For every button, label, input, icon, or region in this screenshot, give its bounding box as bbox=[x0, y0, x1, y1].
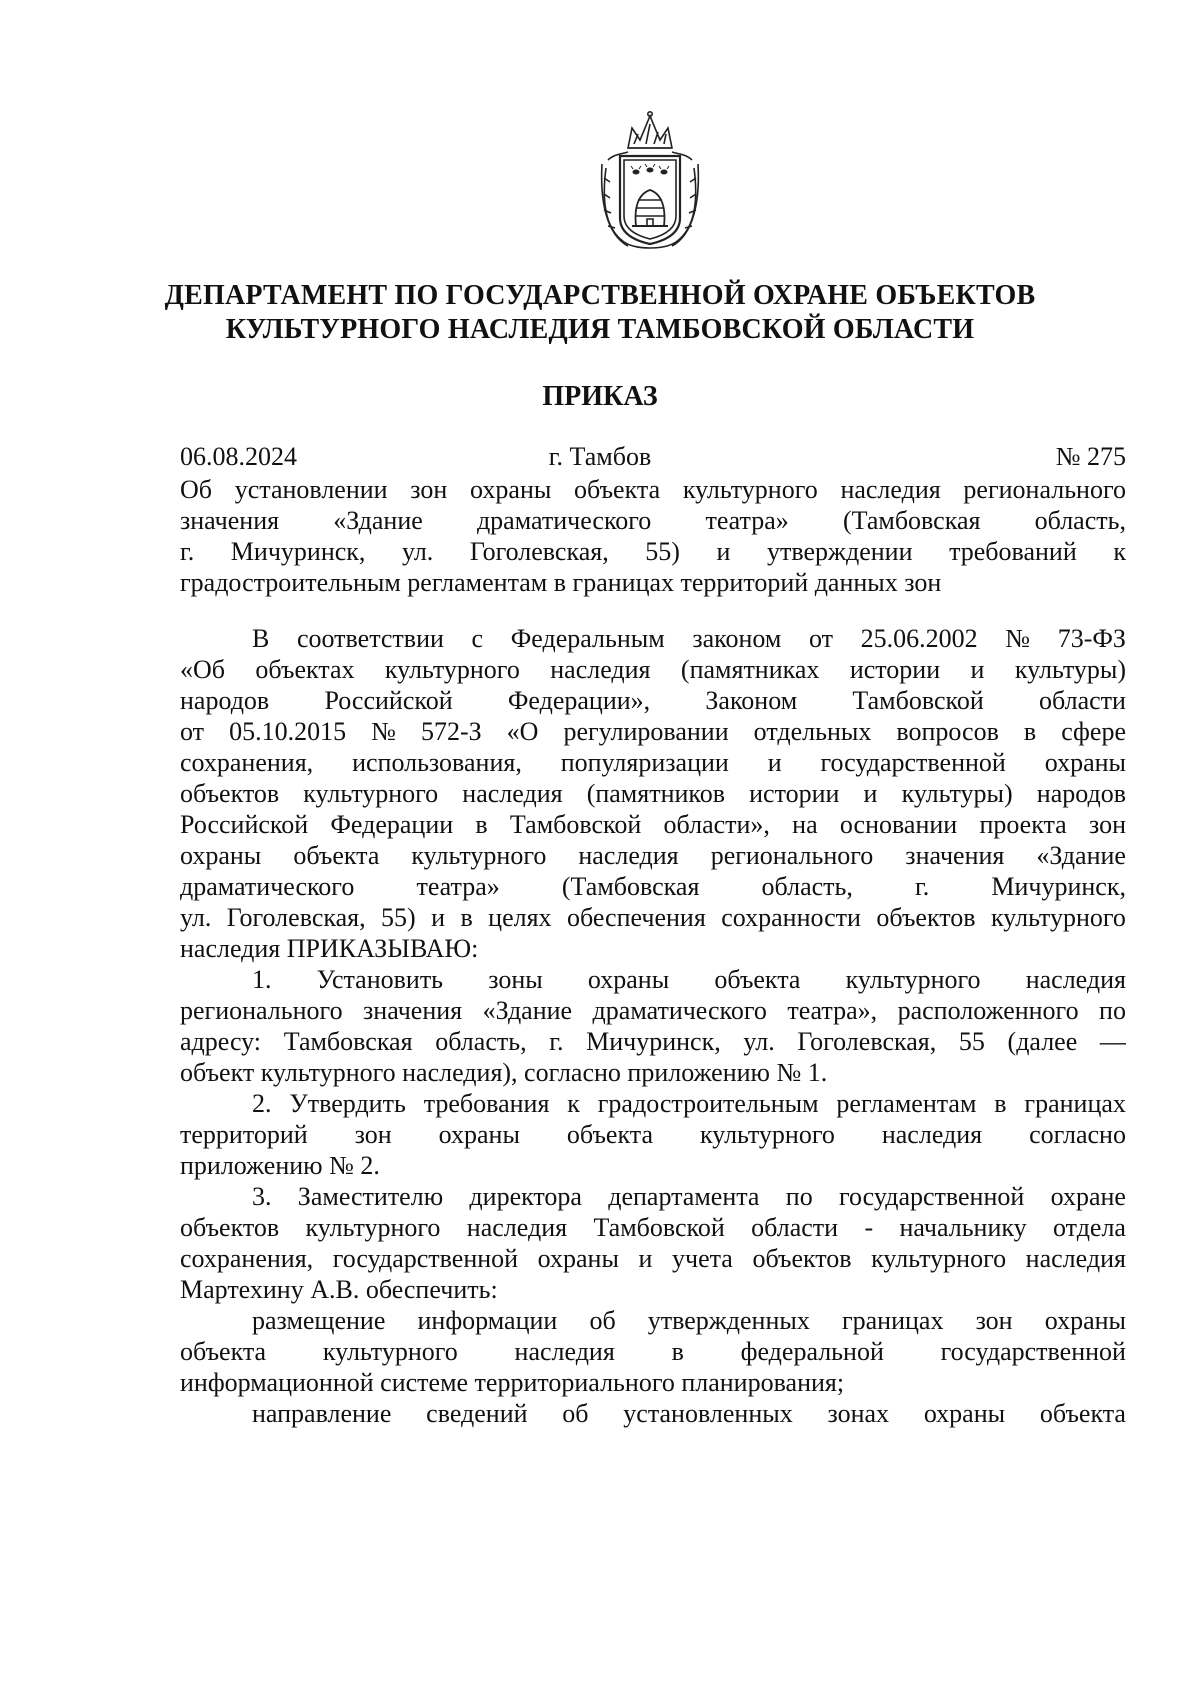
order-subject-line: градостроительным регламентам в границах территорий данных зон bbox=[180, 568, 942, 597]
department-name-line-2: КУЛЬТУРНОГО НАСЛЕДИЯ ТАМБОВСКОЙ ОБЛАСТИ bbox=[225, 314, 975, 345]
body-line: «Об объектах культурного наследия (памятниках истории и культуры) bbox=[180, 655, 1126, 684]
body-line: ул. Гоголевская, 55) и в целях обеспечения сохранности объектов культурного bbox=[180, 903, 1126, 932]
body-line: объекта культурного наследия в федеральной государственной bbox=[180, 1337, 1126, 1366]
order-date: 06.08.2024 bbox=[180, 442, 297, 471]
order-subject-line: значения «Здание драматического театра» (Тамбовская область, bbox=[180, 506, 1126, 535]
body-line: приложению № 2. bbox=[180, 1151, 380, 1180]
body-line: наследия ПРИКАЗЫВАЮ: bbox=[180, 934, 479, 963]
order-city: г. Тамбов bbox=[548, 442, 652, 471]
document-type: ПРИКАЗ bbox=[542, 381, 658, 412]
body-line: 3. Заместителю директора департамента по государственной охране bbox=[252, 1182, 1126, 1211]
department-name-line-1: ДЕПАРТАМЕНТ ПО ГОСУДАРСТВЕННОЙ ОХРАНЕ ОБЪЕКТОВ bbox=[164, 280, 1036, 311]
body-line: народов Российской Федерации», Законом Тамбовской области bbox=[180, 686, 1126, 715]
body-line: направление сведений об установленных зонах охраны объекта bbox=[252, 1399, 1126, 1428]
order-subject-line: г. Мичуринск, ул. Гоголевская, 55) и утверждении требований к bbox=[180, 537, 1126, 566]
body-line: адресу: Тамбовская область, г. Мичуринск, ул. Гоголевская, 55 (далее — bbox=[180, 1027, 1126, 1056]
body-line: объект культурного наследия), согласно приложению № 1. bbox=[180, 1058, 828, 1087]
order-number: № 275 bbox=[1055, 442, 1126, 471]
body-line: сохранения, государственной охраны и учета объектов культурного наследия bbox=[180, 1244, 1126, 1273]
body-line: размещение информации об утвержденных границах зон охраны bbox=[252, 1306, 1126, 1335]
body-line: объектов культурного наследия Тамбовской области - начальнику отдела bbox=[180, 1213, 1126, 1242]
body-line: драматического театра» (Тамбовская область, г. Мичуринск, bbox=[180, 872, 1126, 901]
body-line: от 05.10.2015 № 572-З «О регулировании отдельных вопросов в сфере bbox=[180, 717, 1126, 746]
body-line: объектов культурного наследия (памятников истории и культуры) народов bbox=[180, 779, 1126, 808]
body-line: сохранения, использования, популяризации и государственной охраны bbox=[180, 748, 1126, 777]
body-line: Мартехину А.В. обеспечить: bbox=[180, 1275, 498, 1304]
body-line: охраны объекта культурного наследия регионального значения «Здание bbox=[180, 841, 1126, 870]
body-line: Российской Федерации в Тамбовской области», на основании проекта зон bbox=[180, 810, 1126, 839]
body-line: 1. Установить зоны охраны объекта культурного наследия bbox=[252, 965, 1126, 994]
body-line: регионального значения «Здание драматического театра», расположенного по bbox=[180, 996, 1126, 1025]
body-line: информационной системе территориального планирования; bbox=[180, 1368, 845, 1397]
body-line: территорий зон охраны объекта культурного наследия согласно bbox=[180, 1120, 1126, 1149]
order-subject-line: Об установлении зон охраны объекта культурного наследия регионального bbox=[180, 475, 1126, 504]
body-line: В соответствии с Федеральным законом от 25.06.2002 № 73-ФЗ bbox=[252, 624, 1126, 653]
tambov-coat-of-arms-icon bbox=[598, 108, 702, 254]
body-line: 2. Утвердить требования к градостроительным регламентам в границах bbox=[252, 1089, 1126, 1118]
